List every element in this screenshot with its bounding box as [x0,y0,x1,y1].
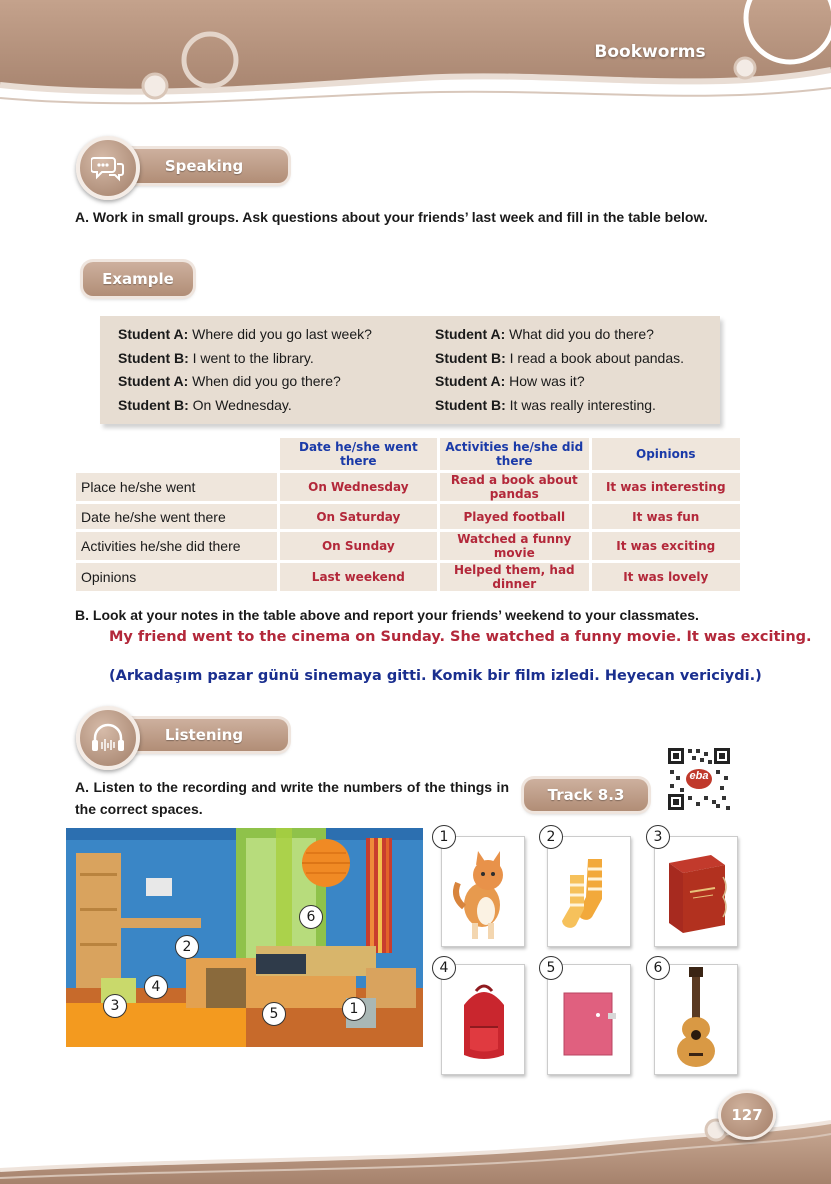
speaking-task-b: B. Look at your notes in the table above and report your friends’ weekend to your classmates. [75,607,699,623]
speech-bubble-icon [76,136,140,200]
track-label: Track 8.3 [547,786,625,804]
table-row [76,532,740,560]
table-cell[interactable]: It was interesting [592,473,740,501]
room-marker: 3 [103,994,127,1018]
answer-turkish: (Arkadaşım pazar günü sinemaya gitti. Komik bir film izledi. Heyecan vericiydi.) [109,668,762,684]
item-card-dictionary [654,836,738,947]
table-cell[interactable]: On Sunday [280,532,437,560]
table-cell[interactable]: Played football [440,504,588,529]
table-cell[interactable]: It was exciting [592,532,740,560]
room-marker: 1 [342,997,366,1021]
table-cell[interactable]: Watched a funny movie [440,532,588,560]
table-cell[interactable]: Last weekend [280,563,437,591]
qr-logo-text: eba [689,770,709,782]
track-button[interactable] [524,779,648,811]
room-marker: 6 [299,905,323,929]
column-header: Opinions [592,438,740,470]
dialogue-line: Student A: Where did you go last week? [118,326,372,342]
qr-code-icon[interactable] [666,746,732,812]
column-header: Activities he/she did there [440,438,588,470]
item-card-socks [547,836,631,947]
column-header: Date he/she went there [280,438,437,470]
dictionary-icon [655,837,737,946]
dialogue-line: Student B: I went to the library. [118,349,314,366]
answer-english: My friend went to the cinema on Sunday. She watched a funny movie. It was exciting. [109,629,812,645]
dialogue-line: Student B: It was really interesting. [435,396,656,413]
table-corner [76,438,277,470]
socks-icon [548,837,630,946]
dialogue-line: Student A: When did you go there? [118,373,341,389]
item-number: 5 [539,956,563,980]
row-header: Opinions [76,563,277,591]
example-label-text: Example [102,270,174,288]
notes-table [73,435,743,594]
headphones-icon [76,706,140,770]
item-number: 6 [646,956,670,980]
cat-icon [442,837,524,946]
row-header: Date he/she went there [76,504,277,529]
dialogue-line: Student A: How was it? [435,373,585,389]
item-card-guitar [654,964,738,1075]
example-dialogue-box [100,316,720,424]
notebook-icon [548,965,630,1074]
row-header: Place he/she went [76,473,277,501]
table-cell[interactable]: On Wednesday [280,473,437,501]
dialogue-line: Student B: On Wednesday. [118,396,292,413]
bedroom-illustration [66,828,423,1047]
dialogue-line: Student A: What did you do there? [435,326,654,342]
table-cell[interactable]: Helped them, had dinner [440,563,588,591]
guitar-icon [655,965,737,1074]
dialogue-left-column [118,323,418,417]
table-cell[interactable]: It was lovely [592,563,740,591]
unit-title: Bookworms [594,42,706,62]
room-marker: 5 [262,1002,286,1026]
room-marker: 4 [144,975,168,999]
room-marker: 2 [175,935,199,959]
speaking-label-text: Speaking [164,157,244,175]
item-number: 3 [646,825,670,849]
table-cell[interactable]: On Saturday [280,504,437,529]
table-row [76,473,740,501]
row-header: Activities he/she did there [76,532,277,560]
table-row [76,504,740,529]
item-card-backpack [441,964,525,1075]
dialogue-right-column [435,323,715,417]
listening-label-text: Listening [164,726,244,744]
item-number: 4 [432,956,456,980]
table-row [76,563,740,591]
backpack-icon [442,965,524,1074]
page-number: 127 [718,1090,776,1140]
table-cell[interactable]: It was fun [592,504,740,529]
table-cell[interactable]: Read a book about pandas [440,473,588,501]
listening-task-a: A. Listen to the recording and write the numbers of the things in the correct spaces. [75,779,509,817]
item-number: 2 [539,825,563,849]
footer-band [0,1092,831,1184]
item-number: 1 [432,825,456,849]
speaking-task-a: A. Work in small groups. Ask questions about your friends’ last week and fill in the table below. [75,209,708,225]
dialogue-line: Student B: I read a book about pandas. [435,349,685,366]
example-label [83,262,193,296]
item-card-notebook [547,964,631,1075]
item-card-cat [441,836,525,947]
